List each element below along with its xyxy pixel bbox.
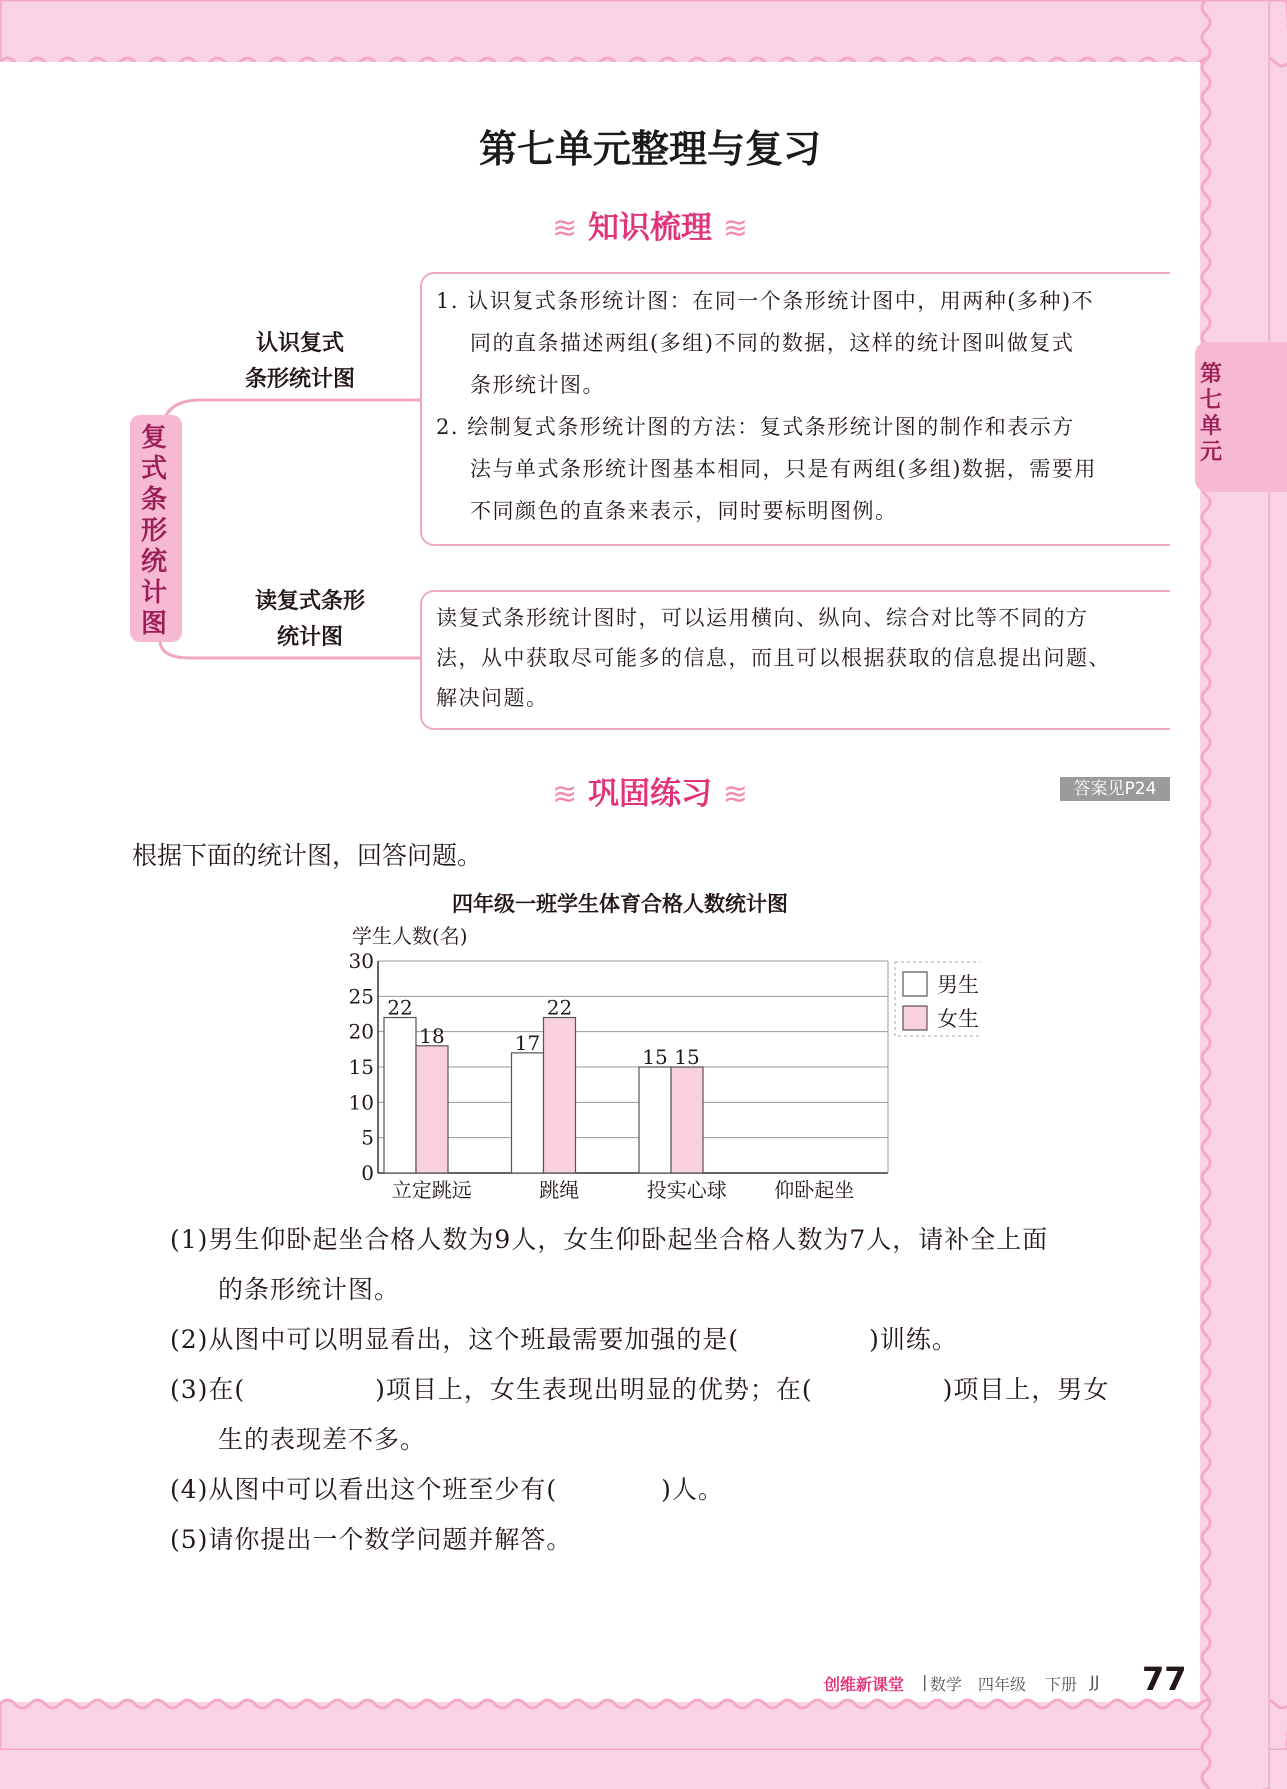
knowledge-text-read xyxy=(436,598,1166,718)
knowledge-line: 条形统计图。 xyxy=(470,373,605,397)
footer-edition: JJ xyxy=(1090,1672,1100,1691)
bar-男生-跳绳 xyxy=(512,1053,544,1173)
x-tick-label: 立定跳远 xyxy=(391,1178,472,1202)
bar-男生-立定跳远 xyxy=(384,1018,416,1173)
bar-女生-跳绳 xyxy=(544,1018,576,1173)
bar-value-label: 22 xyxy=(546,995,573,1020)
branch-label-line: 认识复式 xyxy=(255,331,344,356)
question-line: (1)男生仰卧起坐合格人数为9人，女生仰卧起坐合格人数为7人，请补全上面 xyxy=(170,1225,1049,1254)
bar-value-label: 17 xyxy=(514,1030,541,1055)
chart-ylabel: 学生人数(名) xyxy=(352,924,468,948)
wave-decoration-icon: ≋ xyxy=(552,211,578,246)
branch-label-recognize xyxy=(210,326,390,398)
knowledge-line: 读复式条形统计图时，可以运用横向、纵向、综合对比等不同的方 xyxy=(436,606,1089,630)
branch-label-read xyxy=(225,584,395,656)
unit-side-tab-label: 第七单元 xyxy=(1200,362,1223,465)
legend-swatch xyxy=(903,1006,927,1030)
knowledge-heading xyxy=(540,202,760,247)
question-3 xyxy=(170,1365,1180,1465)
bottom-wave-border xyxy=(0,1690,1287,1750)
knowledge-line: 解决问题。 xyxy=(436,686,549,710)
branch-label-line: 读复式条形 xyxy=(254,589,365,614)
footer-volume: 下册 xyxy=(1045,1675,1078,1694)
x-tick-label: 跳绳 xyxy=(539,1178,580,1202)
bar-value-label: 15 xyxy=(674,1045,700,1069)
x-tick-label: 投实心球 xyxy=(646,1178,727,1202)
legend-label: 女生 xyxy=(937,1007,979,1031)
footer-brand: 创维新课堂 xyxy=(824,1675,905,1694)
bar-女生-投实心球 xyxy=(671,1067,703,1173)
wave-decoration-icon: ≋ xyxy=(722,211,748,246)
bar-chart xyxy=(340,948,980,1238)
wave-decoration-icon: ≋ xyxy=(722,777,748,812)
y-tick-label: 5 xyxy=(361,1125,374,1150)
y-tick-label: 0 xyxy=(361,1161,374,1185)
question-line: 的条形统计图。 xyxy=(218,1275,401,1304)
bar-value-label: 15 xyxy=(642,1045,668,1069)
footer-subject: 数学 xyxy=(930,1675,963,1694)
x-tick-label: 仰卧起坐 xyxy=(774,1178,855,1202)
root-concept-label: 复式条形统计图 xyxy=(141,423,168,639)
y-tick-label: 30 xyxy=(348,949,374,973)
bar-女生-立定跳远 xyxy=(416,1046,448,1173)
question-4: (4)从图中可以看出这个班至少有( )人。 xyxy=(170,1475,724,1504)
bar-男生-投实心球 xyxy=(639,1067,671,1173)
chart-title: 四年级一班学生体育合格人数统计图 xyxy=(452,892,788,916)
page-title: 第七单元整理与复习 xyxy=(478,127,821,171)
bar-value-label: 22 xyxy=(387,995,413,1020)
legend-swatch xyxy=(903,972,927,996)
knowledge-line: 1. 认识复式条形统计图：在同一个条形统计图中，用两种(多种)不 xyxy=(436,289,1095,313)
y-tick-label: 15 xyxy=(348,1055,374,1079)
question-line: (3)在( )项目上，女生表现出明显的优势；在( )项目上，男女 xyxy=(170,1375,1110,1404)
y-tick-label: 20 xyxy=(348,1019,374,1044)
knowledge-line: 同的直条描述两组(多组)不同的数据，这样的统计图叫做复式 xyxy=(470,331,1075,355)
y-tick-label: 25 xyxy=(348,984,374,1009)
knowledge-line: 2. 绘制复式条形统计图的方法：复式条形统计图的制作和表示方 xyxy=(436,415,1075,439)
page-number: 77 xyxy=(1142,1660,1187,1698)
legend-label: 男生 xyxy=(937,973,979,997)
knowledge-line: 不同颜色的直条来表示，同时要标明图例。 xyxy=(470,499,898,523)
question-5: (5)请你提出一个数学问题并解答。 xyxy=(170,1525,573,1554)
knowledge-text-recognize xyxy=(436,280,1166,532)
practice-heading-text: 巩固练习 xyxy=(588,776,712,812)
footer-divider: | xyxy=(922,1672,928,1691)
knowledge-line: 法与单式条形统计图基本相同，只是有两组(多组)数据，需要用 xyxy=(470,457,1097,481)
branch-label-line: 条形统计图 xyxy=(244,367,355,392)
practice-heading xyxy=(540,768,760,813)
wave-decoration-icon: ≋ xyxy=(552,777,578,812)
question-1 xyxy=(170,1215,1180,1315)
bar-value-label: 18 xyxy=(419,1023,445,1048)
y-tick-label: 10 xyxy=(348,1090,374,1115)
question-line: 生的表现差不多。 xyxy=(218,1425,427,1454)
answer-reference-badge: 答案见P24 xyxy=(1060,777,1170,801)
knowledge-heading-text: 知识梳理 xyxy=(588,210,712,246)
practice-instruction: 根据下面的统计图，回答问题。 xyxy=(132,841,483,870)
question-2: (2)从图中可以明显看出，这个班最需要加强的是( )训练。 xyxy=(170,1325,958,1354)
right-wave-border xyxy=(1190,0,1270,1789)
footer-grade: 四年级 xyxy=(978,1675,1027,1694)
knowledge-line: 法，从中获取尽可能多的信息，而且可以根据获取的信息提出问题、 xyxy=(436,646,1111,670)
branch-label-line: 统计图 xyxy=(276,625,343,650)
